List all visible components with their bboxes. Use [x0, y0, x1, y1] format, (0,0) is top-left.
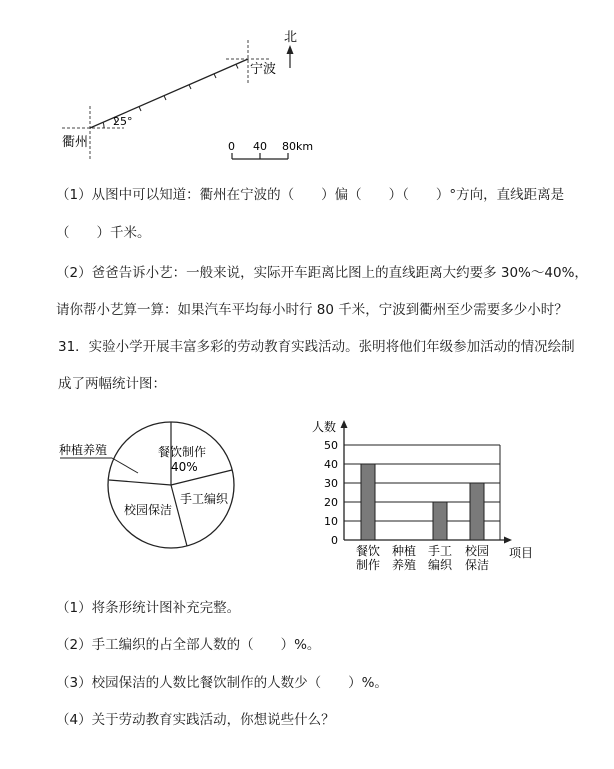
bar-category-label: 养殖	[391, 558, 417, 572]
bar-chart	[300, 415, 550, 580]
q31-part3: （3）校园保洁的人数比餐饮制作的人数少（ ）%。	[56, 675, 388, 691]
pie-label-catering-pct: 40%	[171, 460, 198, 474]
bar-category-label: 保洁	[464, 558, 490, 572]
scale-tick-40: 40	[253, 140, 267, 153]
angle-label: 25°	[113, 115, 133, 128]
bar-ylabel: 人数	[312, 420, 337, 434]
bar	[470, 483, 484, 540]
pie-label-cleaning: 校园保洁	[124, 503, 173, 517]
bar-ytick-label: 30	[324, 477, 338, 490]
q31-part4: （4）关于劳动教育实践活动，你想说些什么？	[56, 712, 335, 728]
q30-part1-line2: （ ）千米。	[56, 225, 151, 241]
q31-part1: （1）将条形统计图补充完整。	[56, 600, 241, 616]
x-axis-arrow-icon	[504, 537, 512, 544]
pie-label-planting: 种植养殖	[59, 443, 108, 457]
scale-tick-80: 80km	[282, 140, 314, 153]
bar-category-label: 编织	[427, 558, 453, 572]
north-label: 北	[284, 30, 298, 45]
map-figure	[0, 0, 614, 175]
route-ticks	[114, 64, 238, 122]
scale-bar	[232, 153, 288, 159]
ningbo-label: 宁波	[250, 62, 277, 77]
bar-ytick-label: 20	[324, 496, 338, 509]
bar-ytick-label: 50	[324, 439, 338, 452]
pie-chart	[50, 410, 250, 560]
bar	[433, 502, 447, 540]
bar-category-label: 种植	[391, 544, 417, 558]
y-axis-arrow-icon	[341, 420, 348, 428]
q30-part2-line2: 请你帮小艺算一算：如果汽车平均每小时行 80 千米，宁波到衢州至少需要多少小时？	[56, 302, 568, 318]
bar-category-label: 制作	[355, 558, 381, 572]
bar-category-label: 餐饮	[355, 544, 381, 558]
scale-tick-0: 0	[228, 140, 235, 153]
q30-part2-line1: （2）爸爸告诉小艺：一般来说，实际开车距离比图上的直线距离大约要多 30%～40%，	[56, 265, 588, 281]
bar	[361, 464, 375, 540]
bar-category-label: 校园	[464, 544, 490, 558]
quzhou-label: 衢州	[62, 135, 89, 150]
q31-stem-line2: 成了两幅统计图：	[58, 376, 166, 392]
bar-ytick-label: 0	[331, 534, 338, 547]
q31-part2: （2）手工编织的占全部人数的（ ）%。	[56, 637, 321, 653]
bar-category-label: 手工	[427, 544, 453, 558]
pie-label-catering: 餐饮制作	[158, 445, 207, 459]
pie-label-weaving: 手工编织	[180, 492, 229, 506]
q31-stem-line1: 31．实验小学开展丰富多彩的劳动教育实践活动。张明将他们年级参加活动的情况绘制	[58, 339, 575, 355]
bar-xlabel: 项目	[509, 546, 534, 560]
bar-ytick-label: 10	[324, 515, 338, 528]
north-arrow-icon	[287, 45, 294, 54]
q30-part1-line1: （1）从图中可以知道：衢州在宁波的（ ）偏（ ）（ ）°方向，直线距离是	[56, 187, 565, 203]
bar-ytick-label: 40	[324, 458, 338, 471]
